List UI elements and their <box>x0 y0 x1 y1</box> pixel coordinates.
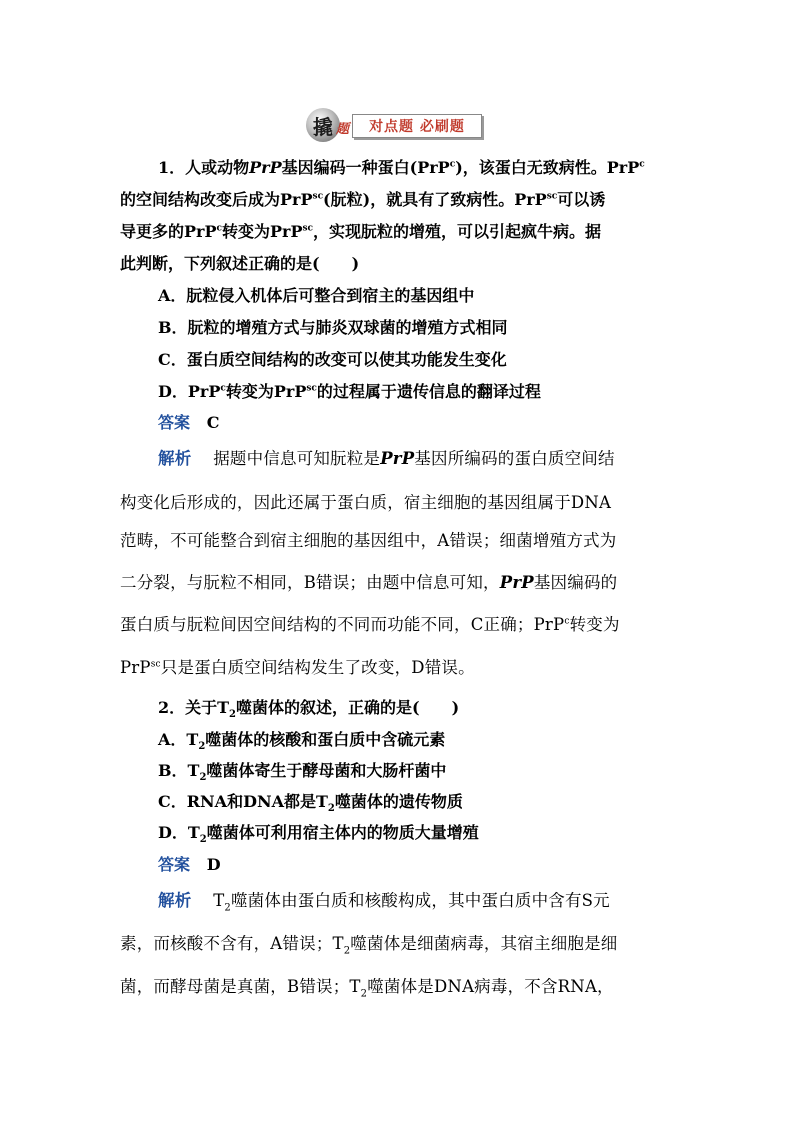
q1-answer: 答案 C <box>158 413 220 432</box>
q2-analysis-line-1: 解析 $T_2$噬菌体由蛋白质和核酸构成，其中蛋白质中含有S元 <box>158 891 610 914</box>
q1-analysis-line-6: PrP$^{sc}$只是蛋白质空间结构发生了改变，D错误。 <box>120 658 475 677</box>
q2-option-c: C．RNA和DNA都是$T_2$噬菌体的遗传物质 <box>158 792 463 815</box>
q2-stem: 2．关于$T_2$噬菌体的叙述，正确的是( ) <box>158 698 460 721</box>
q1-analysis-line-1: 解析 据题中信息可知朊粒是PrP基因所编码的蛋白质空间结 <box>158 449 615 468</box>
answer-label: 答案 <box>158 413 191 432</box>
q1-stem-line-3: 导更多的PrP$^c$转变为PrP$^{sc}$，实现朊粒的增殖，可以引起疯牛病。据 <box>120 222 602 241</box>
q2-answer: 答案 D <box>158 855 221 874</box>
banner-badge-tail: 题 <box>336 122 350 137</box>
q2-analysis-line-2: 素，而核酸不含有，A错误；$T_2$噬菌体是细菌病毒，其宿主细胞是细 <box>120 934 618 957</box>
q1-option-a: A．朊粒侵入机体后可整合到宿主的基因组中 <box>158 286 475 305</box>
banner-title: 对点题 必刷题 <box>352 114 482 138</box>
answer-label: 答案 <box>158 855 191 874</box>
banner-badge-icon: 撬 <box>306 108 340 142</box>
q1-option-b: B．朊粒的增殖方式与肺炎双球菌的增殖方式相同 <box>158 318 508 337</box>
q2-option-b: B．$T_2$噬菌体寄生于酵母菌和大肠杆菌中 <box>158 761 447 784</box>
q1-analysis-line-5: 蛋白质与朊粒间因空间结构的不同而功能不同，C正确；PrP$^c$转变为 <box>120 615 620 634</box>
analysis-label: 解析 <box>158 449 192 468</box>
q1-analysis-line-3: 范畴，不可能整合到宿主细胞的基因组中，A错误；细菌增殖方式为 <box>120 531 617 550</box>
q1-stem-line-2: 的空间结构改变后成为PrP$^{sc}$(朊粒)，就具有了致病性。PrP$^{sc}$可以诱 <box>120 190 606 209</box>
q2-option-a: A．$T_2$噬菌体的核酸和蛋白质中含硫元素 <box>158 730 446 753</box>
q1-option-d: D．PrP$^c$转变为PrP$^{sc}$的过程属于遗传信息的翻译过程 <box>158 382 541 401</box>
q2-analysis-line-3: 菌，而酵母菌是真菌，B错误；$T_2$噬菌体是DNA病毒，不含RNA， <box>120 977 614 1000</box>
section-banner <box>306 108 486 142</box>
q2-option-d: D．$T_2$噬菌体可利用宿主体内的物质大量增殖 <box>158 823 479 846</box>
q1-analysis-line-2: 构变化后形成的，因此还属于蛋白质，宿主细胞的基因组属于DNA <box>120 493 612 512</box>
q1-option-c: C．蛋白质空间结构的改变可以使其功能发生变化 <box>158 350 507 369</box>
q1-stem-line-4: 此判断，下列叙述正确的是( ) <box>120 254 360 273</box>
q1-analysis-line-4: 二分裂，与朊粒不相同，B错误；由题中信息可知，PrP基因编码的 <box>120 573 618 592</box>
analysis-label: 解析 <box>158 891 192 910</box>
q1-stem-line-1: 1．人或动物PrP基因编码一种蛋白(PrP$^c$)，该蛋白无致病性。PrP$^c$ <box>158 158 645 177</box>
